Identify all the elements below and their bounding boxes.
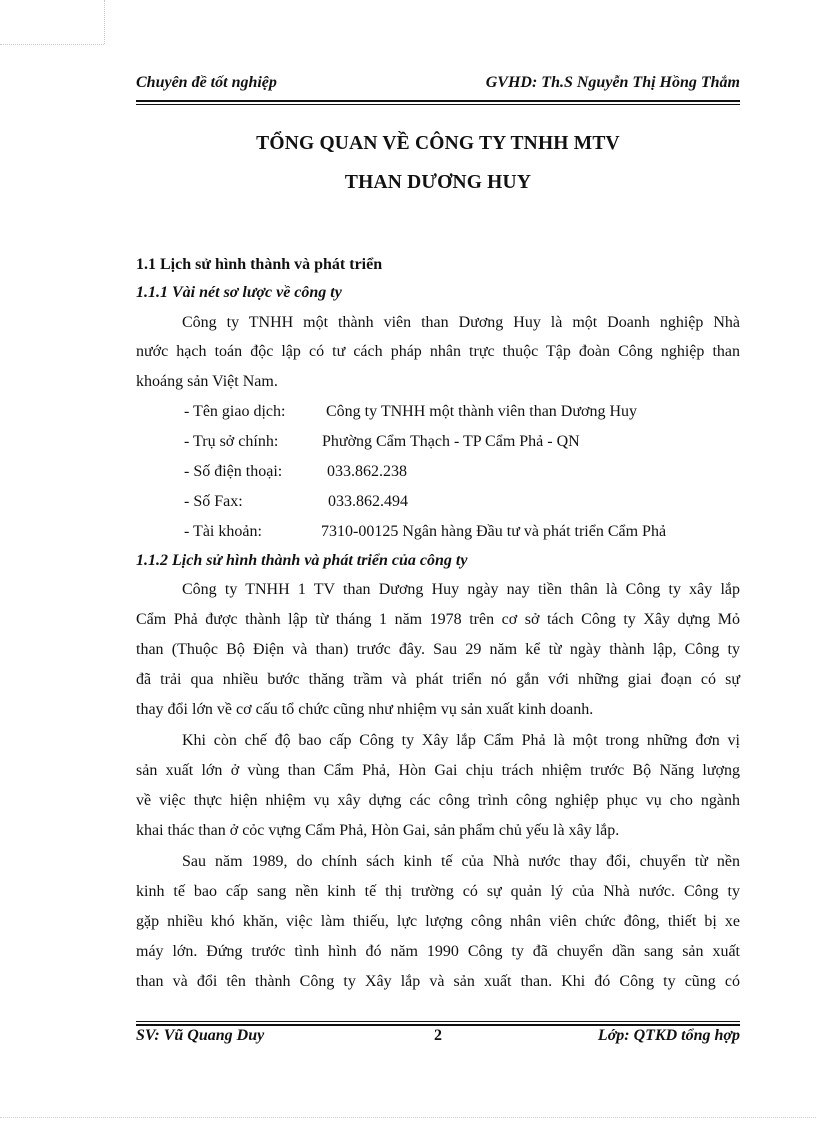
page-header <box>136 74 740 98</box>
paragraph-line: nước hạch toán độc lập có tư cách pháp nhân trực thuộc Tập đoàn Công nghiệp than <box>136 343 740 360</box>
info-value: 033.862.494 <box>328 493 408 510</box>
paragraph-line: đã trải qua nhiều bước thăng trầm và phát triển nó gắn với những giai đoạn có sự <box>136 671 740 688</box>
info-label: - Số Fax: <box>184 493 243 510</box>
section-heading-1-1-2: 1.1.2 Lịch sử hình thành và phát triển của công ty <box>136 552 468 569</box>
paragraph-line: Công ty TNHH 1 TV than Dương Huy ngày nay tiền thân là Công ty xây lắp <box>182 581 740 598</box>
header-document-type: Chuyên đề tốt nghiệp <box>136 74 277 91</box>
page-bottom-border <box>0 1117 816 1118</box>
section-heading-1-1-1: 1.1.1 Vài nét sơ lược về công ty <box>136 284 342 301</box>
paragraph-line: gặp nhiều khó khăn, việc làm thiếu, lực lượng công nhân viên chức đông, thiết bị xe <box>136 913 740 930</box>
info-value: Công ty TNHH một thành viên than Dương Huy <box>326 403 638 420</box>
info-label: - Tên giao dịch: <box>184 403 286 420</box>
section-heading-1-1: 1.1 Lịch sử hình thành và phát triển <box>136 256 383 273</box>
info-value: Phường Cẩm Thạch - TP Cẩm Phả - QN <box>322 433 580 450</box>
page-title-line-1: TỔNG QUAN VỀ CÔNG TY TNHH MTV <box>256 133 620 154</box>
paragraph-line: kinh tế bao cấp sang nền kinh tế thị trường có sự quản lý của Nhà nước. Công ty <box>136 883 740 900</box>
paragraph-line: thay đổi lớn về cơ cấu tổ chức cũng như nhiệm vụ sản xuất kinh doanh. <box>136 701 594 718</box>
info-label: - Trụ sở chính: <box>184 433 279 450</box>
footer-divider <box>136 1021 740 1022</box>
page-number: 2 <box>434 1027 442 1044</box>
paragraph-line: sản xuất lớn ở vùng than Cẩm Phả, Hòn Gai chịu trách nhiệm trước Bộ Năng lượng <box>136 762 740 779</box>
paragraph-line: Sau năm 1989, do chính sách kinh tế của Nhà nước thay đổi, chuyển từ nền <box>182 853 740 870</box>
page-footer <box>136 1027 740 1051</box>
footer-divider <box>136 1024 740 1026</box>
paragraph-line: than (Thuộc Bộ Điện và than) trước đây. Sau 29 năm kể từ ngày thành lập, Công ty <box>136 641 740 658</box>
page-corner-mark <box>104 0 106 44</box>
paragraph-line: khai thác than ở cỏc vựng Cẩm Phả, Hòn Gai, sản phẩm chủ yếu là xây lắp. <box>136 822 620 839</box>
header-divider <box>136 104 740 105</box>
info-label: - Tài khoản: <box>184 523 262 540</box>
paragraph-line: Công ty TNHH một thành viên than Dương Huy là một Doanh nghiệp Nhà <box>182 314 740 331</box>
footer-class-name: Lớp: QTKD tổng hợp <box>597 1027 740 1044</box>
page-corner-mark <box>0 44 104 46</box>
paragraph-line: than và đổi tên thành Công ty Xây lắp và sản xuất than. Khi đó Công ty cũng có <box>136 973 740 990</box>
header-divider <box>136 100 740 102</box>
info-value: 7310-00125 Ngân hàng Đầu tư và phát triển Cẩm Phả <box>321 523 667 540</box>
paragraph-line: máy lớn. Đứng trước tình hình đó năm 1990 Công ty đã chuyển dần sang sản xuất <box>136 943 740 960</box>
header-supervisor: GVHD: Th.S Nguyễn Thị Hồng Thắm <box>485 74 740 91</box>
paragraph-line: về việc thực hiện nhiệm vụ xây dựng các công trình công nghiệp phục vụ cho ngành <box>136 792 740 809</box>
info-label: - Số điện thoại: <box>184 463 283 480</box>
page-title-line-2: THAN DƯƠNG HUY <box>344 172 532 193</box>
paragraph-line: Khi còn chế độ bao cấp Công ty Xây lắp Cẩm Phả là một trong những đơn vị <box>182 732 740 749</box>
footer-student-name: SV: Vũ Quang Duy <box>136 1027 265 1044</box>
info-value: 033.862.238 <box>327 463 407 480</box>
paragraph-line: Cẩm Phả được thành lập từ tháng 1 năm 1978 trên cơ sở tách Công ty Xây dựng Mỏ <box>136 611 740 628</box>
paragraph-line: khoáng sản Việt Nam. <box>136 373 278 390</box>
